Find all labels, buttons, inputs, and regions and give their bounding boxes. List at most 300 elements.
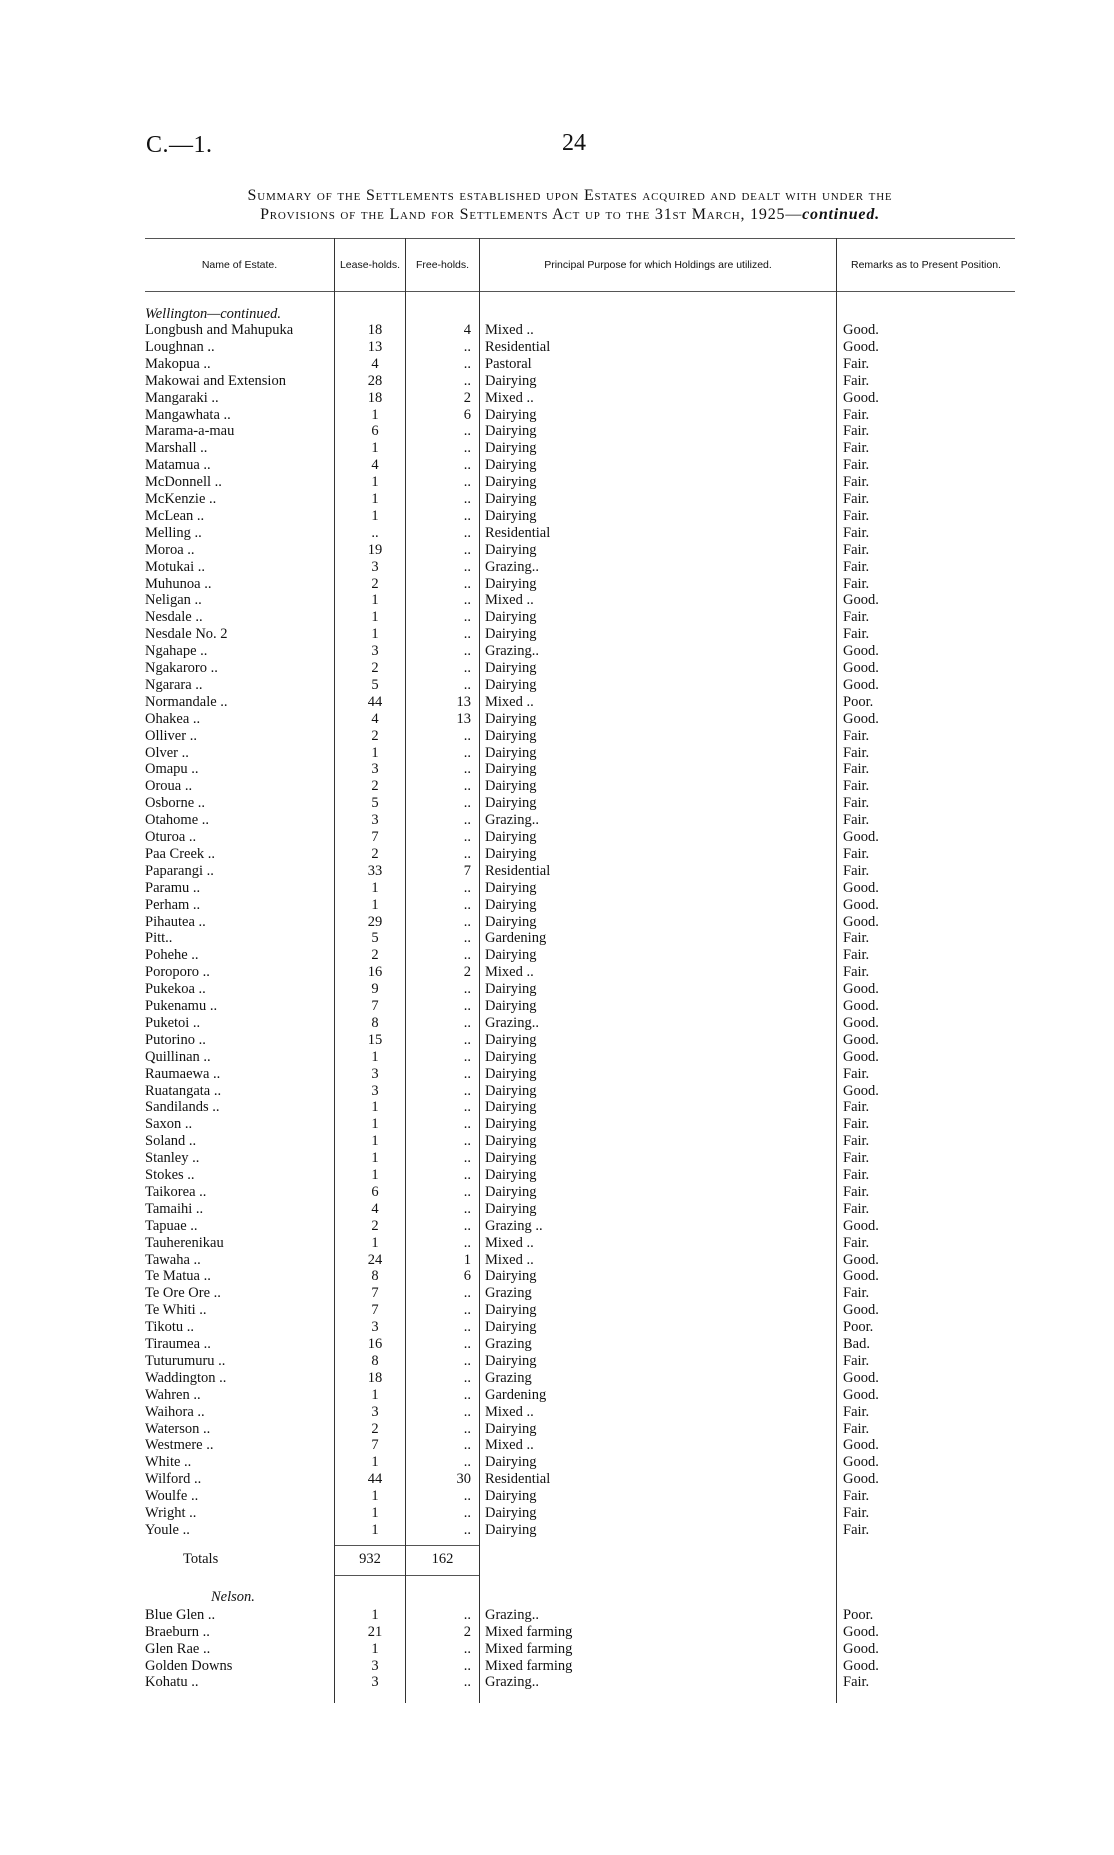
col-header-remarks: Remarks as to Present Position. xyxy=(837,238,1015,292)
col-header-name: Name of Estate. xyxy=(145,238,334,292)
remarks-value: Fair. xyxy=(843,1065,870,1082)
remarks-value: Fair. xyxy=(843,845,870,862)
section-heading-wellington: Wellington—continued. xyxy=(145,306,281,322)
estate-name: Te Whiti .. xyxy=(145,1302,207,1319)
purpose-value: Dairying xyxy=(485,913,537,930)
remarks-value: Fair. xyxy=(843,1133,870,1150)
remarks-value: Poor. xyxy=(843,693,874,710)
estate-name: Mangaraki .. xyxy=(145,389,219,406)
remarks-value: Fair. xyxy=(843,1183,870,1200)
freeholds-value: .. xyxy=(463,778,471,795)
freeholds-value: .. xyxy=(463,998,471,1014)
estate-name: Tauherenikau xyxy=(145,1234,224,1251)
estate-name: Pihautea .. xyxy=(145,913,206,930)
col-header-leaseholds: Lease-holds. xyxy=(335,238,405,292)
purpose-value: Dairying xyxy=(485,474,537,491)
remarks-value: Good. xyxy=(843,896,879,913)
estate-name: Tiraumea .. xyxy=(145,1336,211,1352)
remarks-value: Good. xyxy=(843,998,879,1014)
purpose-value: Dairying xyxy=(485,440,537,457)
estate-name: Makopua .. xyxy=(145,355,211,372)
purpose-value: Dairying xyxy=(485,845,537,862)
remarks-value: Fair. xyxy=(843,1420,870,1437)
estate-name: Nesdale .. xyxy=(145,609,203,626)
freeholds-value: .. xyxy=(463,829,471,845)
table-row xyxy=(145,1252,1015,1269)
purpose-value: Residential xyxy=(485,338,551,355)
leaseholds-value: 1 xyxy=(371,406,379,423)
leaseholds-value: 7 xyxy=(371,1302,379,1319)
leaseholds-value: 1 xyxy=(371,440,379,457)
freeholds-value: .. xyxy=(463,879,471,896)
leaseholds-value: 8 xyxy=(371,1014,379,1031)
remarks-value: Fair. xyxy=(843,964,870,981)
table-row xyxy=(145,1607,1015,1624)
freeholds-value: .. xyxy=(463,1403,471,1420)
freeholds-value: 4 xyxy=(463,322,471,338)
purpose-value: Dairying xyxy=(485,406,537,423)
table-row xyxy=(145,964,1015,981)
remarks-value: Fair. xyxy=(843,372,870,389)
section-heading-nelson: Nelson. xyxy=(211,1588,255,1605)
freeholds-value: .. xyxy=(463,795,471,812)
purpose-value: Grazing.. xyxy=(485,1606,539,1623)
remarks-value: Fair. xyxy=(843,1403,870,1420)
leaseholds-value: 1 xyxy=(371,1606,379,1623)
estate-name: Tamaihi .. xyxy=(145,1200,204,1217)
freeholds-value: .. xyxy=(463,1657,471,1674)
table-row xyxy=(145,1268,1015,1285)
table-row xyxy=(145,1421,1015,1438)
purpose-value: Dairying xyxy=(485,1521,537,1538)
leaseholds-value: 1 xyxy=(371,1386,379,1403)
table-row xyxy=(145,423,1015,440)
leaseholds-value: 9 xyxy=(371,981,379,998)
remarks-value: Fair. xyxy=(843,744,870,761)
leaseholds-value: 1 xyxy=(371,1099,379,1116)
freeholds-value: 2 xyxy=(463,964,471,981)
remarks-value: Fair. xyxy=(843,626,870,643)
estate-name: Youle .. xyxy=(145,1521,190,1538)
freeholds-value: .. xyxy=(463,423,471,440)
purpose-value: Grazing.. xyxy=(485,1014,539,1031)
purpose-value: Dairying xyxy=(485,1319,537,1336)
freeholds-value: .. xyxy=(463,727,471,744)
estate-name: Olliver .. xyxy=(145,727,197,744)
freeholds-value: .. xyxy=(463,1082,471,1099)
purpose-value: Grazing.. xyxy=(485,812,539,829)
leaseholds-value: 5 xyxy=(371,676,379,693)
estate-name: Golden Downs xyxy=(145,1657,233,1674)
remarks-value: Good. xyxy=(843,1031,879,1048)
freeholds-value: .. xyxy=(463,524,471,541)
remarks-value: Poor. xyxy=(843,1319,874,1336)
estate-name: Blue Glen .. xyxy=(145,1606,216,1623)
purpose-value: Dairying xyxy=(485,423,537,440)
estate-name: Waihora .. xyxy=(145,1403,205,1420)
estate-name: Pukekoa .. xyxy=(145,981,206,998)
purpose-value: Dairying xyxy=(485,1352,537,1369)
purpose-value: Grazing xyxy=(485,1285,532,1302)
purpose-value: Mixed farming xyxy=(485,1623,573,1640)
remarks-value: Poor. xyxy=(843,1606,874,1623)
table-row xyxy=(145,694,1015,711)
table-row xyxy=(145,1184,1015,1201)
remarks-value: Good. xyxy=(843,389,879,406)
freeholds-value: .. xyxy=(463,1217,471,1234)
table-row xyxy=(145,1201,1015,1218)
freeholds-value: .. xyxy=(463,1454,471,1471)
remarks-value: Fair. xyxy=(843,609,870,626)
purpose-value: Dairying xyxy=(485,457,537,474)
estate-name: Soland .. xyxy=(145,1133,197,1150)
remarks-value: Good. xyxy=(843,322,879,338)
page-number: 24 xyxy=(562,130,586,156)
remarks-value: Fair. xyxy=(843,930,870,947)
estate-name: Omapu .. xyxy=(145,761,199,778)
leaseholds-value: 1 xyxy=(371,1048,379,1065)
remarks-value: Good. xyxy=(843,1386,879,1403)
totals-rule xyxy=(335,1575,405,1576)
remarks-value: Good. xyxy=(843,1268,879,1285)
remarks-value: Fair. xyxy=(843,1099,870,1116)
leaseholds-value: 7 xyxy=(371,829,379,845)
freeholds-value: .. xyxy=(463,1336,471,1352)
estate-name: Sandilands .. xyxy=(145,1099,220,1116)
totals-leaseholds: 932 xyxy=(359,1550,381,1567)
table-row xyxy=(145,592,1015,609)
leaseholds-value: 44 xyxy=(367,693,383,710)
purpose-value: Mixed .. xyxy=(485,592,534,609)
table-row xyxy=(145,677,1015,694)
freeholds-value: .. xyxy=(463,372,471,389)
estate-name: Waddington .. xyxy=(145,1369,227,1386)
purpose-value: Dairying xyxy=(485,1150,537,1167)
purpose-value: Residential xyxy=(485,1471,551,1488)
remarks-value: Good. xyxy=(843,1082,879,1099)
remarks-value: Fair. xyxy=(843,1505,870,1521)
purpose-value: Dairying xyxy=(485,541,537,558)
freeholds-value: .. xyxy=(463,1640,471,1657)
remarks-value: Good. xyxy=(843,676,879,693)
estate-name: Putorino .. xyxy=(145,1031,206,1048)
leaseholds-value: 1 xyxy=(371,491,379,507)
remarks-value: Fair. xyxy=(843,1167,870,1183)
leaseholds-value: 5 xyxy=(371,795,379,812)
purpose-value: Mixed .. xyxy=(485,1234,534,1251)
purpose-value: Mixed farming xyxy=(485,1640,573,1657)
leaseholds-value: 1 xyxy=(371,1640,379,1657)
estate-name: Braeburn .. xyxy=(145,1623,210,1640)
estate-name: Tapuae .. xyxy=(145,1217,198,1234)
purpose-value: Dairying xyxy=(485,795,537,812)
purpose-value: Grazing xyxy=(485,1336,532,1352)
freeholds-value: .. xyxy=(463,1606,471,1623)
purpose-value: Grazing.. xyxy=(485,1674,539,1691)
purpose-value: Mixed .. xyxy=(485,693,534,710)
remarks-value: Fair. xyxy=(843,761,870,778)
estate-name: Perham .. xyxy=(145,896,201,913)
estate-name: McLean .. xyxy=(145,507,205,524)
document-reference: C.—1. xyxy=(146,132,213,158)
purpose-value: Dairying xyxy=(485,1048,537,1065)
remarks-value: Fair. xyxy=(843,862,870,879)
table-row xyxy=(145,390,1015,407)
leaseholds-value: 1 xyxy=(371,1454,379,1471)
remarks-value: Good. xyxy=(843,1048,879,1065)
estate-name: Marama-a-mau xyxy=(145,423,235,440)
table-row xyxy=(145,880,1015,897)
table-row xyxy=(145,508,1015,525)
table-row xyxy=(145,407,1015,424)
leaseholds-value: 3 xyxy=(371,1403,379,1420)
purpose-value: Dairying xyxy=(485,778,537,795)
freeholds-value: .. xyxy=(463,626,471,643)
leaseholds-value: 1 xyxy=(371,1116,379,1133)
freeholds-value: .. xyxy=(463,338,471,355)
freeholds-value: .. xyxy=(463,660,471,676)
estate-name: Pukenamu .. xyxy=(145,998,218,1014)
purpose-value: Gardening xyxy=(485,930,547,947)
table-row xyxy=(145,457,1015,474)
remarks-value: Fair. xyxy=(843,727,870,744)
totals-label: Totals xyxy=(183,1550,219,1567)
leaseholds-value: 18 xyxy=(367,322,383,338)
estate-name: McKenzie .. xyxy=(145,491,217,507)
freeholds-value: .. xyxy=(463,355,471,372)
table-row xyxy=(145,1387,1015,1404)
table-row xyxy=(145,322,1015,339)
table-row xyxy=(145,542,1015,559)
table-row xyxy=(145,559,1015,576)
col-header-purpose: Principal Purpose for which Holdings are utilized. xyxy=(480,238,836,292)
leaseholds-value: 2 xyxy=(371,660,379,676)
remarks-value: Good. xyxy=(843,913,879,930)
leaseholds-value: 1 xyxy=(371,474,379,491)
purpose-value: Mixed .. xyxy=(485,1403,534,1420)
totals-rule xyxy=(406,1545,479,1546)
freeholds-value: .. xyxy=(463,1302,471,1319)
freeholds-value: .. xyxy=(463,575,471,592)
freeholds-value: .. xyxy=(463,541,471,558)
leaseholds-value: 19 xyxy=(367,541,383,558)
estate-name: Ngahape .. xyxy=(145,643,208,660)
table-row xyxy=(145,609,1015,626)
remarks-value: Good. xyxy=(843,592,879,609)
leaseholds-value: 3 xyxy=(371,1065,379,1082)
estate-name: Glen Rae .. xyxy=(145,1640,211,1657)
purpose-value: Mixed .. xyxy=(485,389,534,406)
remarks-value: Fair. xyxy=(843,812,870,829)
leaseholds-value: 1 xyxy=(371,626,379,643)
freeholds-value: .. xyxy=(463,930,471,947)
freeholds-value: .. xyxy=(463,1437,471,1454)
purpose-value: Dairying xyxy=(485,1099,537,1116)
estate-name: Paparangi .. xyxy=(145,862,214,879)
purpose-value: Mixed .. xyxy=(485,1251,534,1268)
estate-name: Stanley .. xyxy=(145,1150,200,1167)
table-row xyxy=(145,626,1015,643)
table-row xyxy=(145,1404,1015,1421)
estate-name: Woulfe .. xyxy=(145,1488,199,1505)
remarks-value: Good. xyxy=(843,1471,879,1488)
remarks-value: Good. xyxy=(843,338,879,355)
remarks-value: Good. xyxy=(843,1217,879,1234)
table-row xyxy=(145,1641,1015,1658)
purpose-value: Dairying xyxy=(485,507,537,524)
table-row xyxy=(145,812,1015,829)
leaseholds-value: 1 xyxy=(371,507,379,524)
remarks-value: Fair. xyxy=(843,541,870,558)
remarks-value: Fair. xyxy=(843,575,870,592)
freeholds-value: 1 xyxy=(463,1251,471,1268)
leaseholds-value: 7 xyxy=(371,1285,379,1302)
leaseholds-value: 3 xyxy=(371,1319,379,1336)
remarks-value: Fair. xyxy=(843,491,870,507)
totals-rule xyxy=(335,1545,405,1546)
leaseholds-value: 1 xyxy=(371,1133,379,1150)
totals-rule xyxy=(406,1575,479,1576)
leaseholds-value: 15 xyxy=(367,1031,383,1048)
totals-freeholds: 162 xyxy=(431,1550,454,1567)
table-row xyxy=(145,1099,1015,1116)
estate-name: Moroa .. xyxy=(145,541,195,558)
remarks-value: Fair. xyxy=(843,1352,870,1369)
freeholds-value: 7 xyxy=(463,862,471,879)
table-row xyxy=(145,1658,1015,1675)
leaseholds-value: 4 xyxy=(371,1200,379,1217)
table-row xyxy=(145,795,1015,812)
freeholds-value: .. xyxy=(463,440,471,457)
freeholds-value: .. xyxy=(463,1369,471,1386)
estate-name: Wilford .. xyxy=(145,1471,202,1488)
freeholds-value: .. xyxy=(463,1285,471,1302)
leaseholds-value: 16 xyxy=(367,1336,383,1352)
leaseholds-value: 1 xyxy=(371,744,379,761)
freeholds-value: 6 xyxy=(463,406,471,423)
remarks-value: Good. xyxy=(843,1640,879,1657)
leaseholds-value: 8 xyxy=(371,1268,379,1285)
purpose-value: Dairying xyxy=(485,575,537,592)
estate-name: Makowai and Extension xyxy=(145,372,286,389)
purpose-value: Mixed .. xyxy=(485,322,534,338)
remarks-value: Fair. xyxy=(843,1285,870,1302)
leaseholds-value: 6 xyxy=(371,423,379,440)
purpose-value: Dairying xyxy=(485,1167,537,1183)
purpose-value: Dairying xyxy=(485,676,537,693)
freeholds-value: .. xyxy=(463,676,471,693)
leaseholds-value: 2 xyxy=(371,778,379,795)
estate-name: Quillinan .. xyxy=(145,1048,211,1065)
purpose-value: Dairying xyxy=(485,1505,537,1521)
table-row xyxy=(145,1083,1015,1100)
table-row xyxy=(145,1302,1015,1319)
leaseholds-value: 1 xyxy=(371,1150,379,1167)
freeholds-value: .. xyxy=(463,643,471,660)
freeholds-value: .. xyxy=(463,1521,471,1538)
purpose-value: Residential xyxy=(485,862,551,879)
table-row xyxy=(145,829,1015,846)
table-row xyxy=(145,728,1015,745)
leaseholds-value: 28 xyxy=(367,372,383,389)
purpose-value: Grazing.. xyxy=(485,643,539,660)
table-row xyxy=(145,1167,1015,1184)
title-line-2: Provisions of the Land for Settlements Act up to the 31st March, 1925—continued. xyxy=(260,206,880,223)
estate-name: Olver .. xyxy=(145,744,189,761)
remarks-value: Fair. xyxy=(843,457,870,474)
table-row xyxy=(145,643,1015,660)
leaseholds-value: 13 xyxy=(367,338,383,355)
freeholds-value: .. xyxy=(463,913,471,930)
purpose-value: Dairying xyxy=(485,1302,537,1319)
col-header-freeholds: Free-holds. xyxy=(406,238,479,292)
freeholds-value: .. xyxy=(463,1065,471,1082)
remarks-value: Fair. xyxy=(843,406,870,423)
table-row xyxy=(145,981,1015,998)
table-row xyxy=(145,1370,1015,1387)
table-row xyxy=(145,356,1015,373)
table-row xyxy=(145,761,1015,778)
remarks-value: Good. xyxy=(843,829,879,845)
leaseholds-value: 21 xyxy=(367,1623,383,1640)
leaseholds-value: 7 xyxy=(371,998,379,1014)
leaseholds-value: 3 xyxy=(371,812,379,829)
leaseholds-value: 4 xyxy=(371,710,379,727)
estate-name: Mangawhata .. xyxy=(145,406,231,423)
remarks-value: Fair. xyxy=(843,507,870,524)
table-row xyxy=(145,1353,1015,1370)
leaseholds-value: 1 xyxy=(371,1521,379,1538)
freeholds-value: 6 xyxy=(463,1268,471,1285)
remarks-value: Fair. xyxy=(843,795,870,812)
freeholds-value: .. xyxy=(463,609,471,626)
table-row xyxy=(145,1049,1015,1066)
remarks-value: Good. xyxy=(843,1302,879,1319)
remarks-value: Good. xyxy=(843,1251,879,1268)
leaseholds-value: .. xyxy=(371,524,379,541)
purpose-value: Dairying xyxy=(485,491,537,507)
freeholds-value: .. xyxy=(463,1234,471,1251)
leaseholds-value: 3 xyxy=(371,1082,379,1099)
freeholds-value: 13 xyxy=(456,693,471,710)
table-row xyxy=(145,1218,1015,1235)
freeholds-value: .. xyxy=(463,981,471,998)
table-row xyxy=(145,1032,1015,1049)
remarks-value: Fair. xyxy=(843,1150,870,1167)
purpose-value: Dairying xyxy=(485,1183,537,1200)
purpose-value: Dairying xyxy=(485,1031,537,1048)
purpose-value: Dairying xyxy=(485,660,537,676)
freeholds-value: .. xyxy=(463,1386,471,1403)
remarks-value: Fair. xyxy=(843,558,870,575)
freeholds-value: .. xyxy=(463,1031,471,1048)
estate-name: Motukai .. xyxy=(145,558,206,575)
remarks-value: Fair. xyxy=(843,474,870,491)
estate-name: Tikotu .. xyxy=(145,1319,195,1336)
estate-name: Poroporo .. xyxy=(145,964,210,981)
freeholds-value: .. xyxy=(463,1420,471,1437)
freeholds-value: .. xyxy=(463,507,471,524)
leaseholds-value: 18 xyxy=(367,1369,383,1386)
table-row xyxy=(145,491,1015,508)
estate-name: Muhunoa .. xyxy=(145,575,212,592)
leaseholds-value: 3 xyxy=(371,643,379,660)
estate-name: Ruatangata .. xyxy=(145,1082,222,1099)
leaseholds-value: 2 xyxy=(371,1420,379,1437)
estate-name: Westmere .. xyxy=(145,1437,214,1454)
freeholds-value: .. xyxy=(463,1352,471,1369)
table-row xyxy=(145,1066,1015,1083)
